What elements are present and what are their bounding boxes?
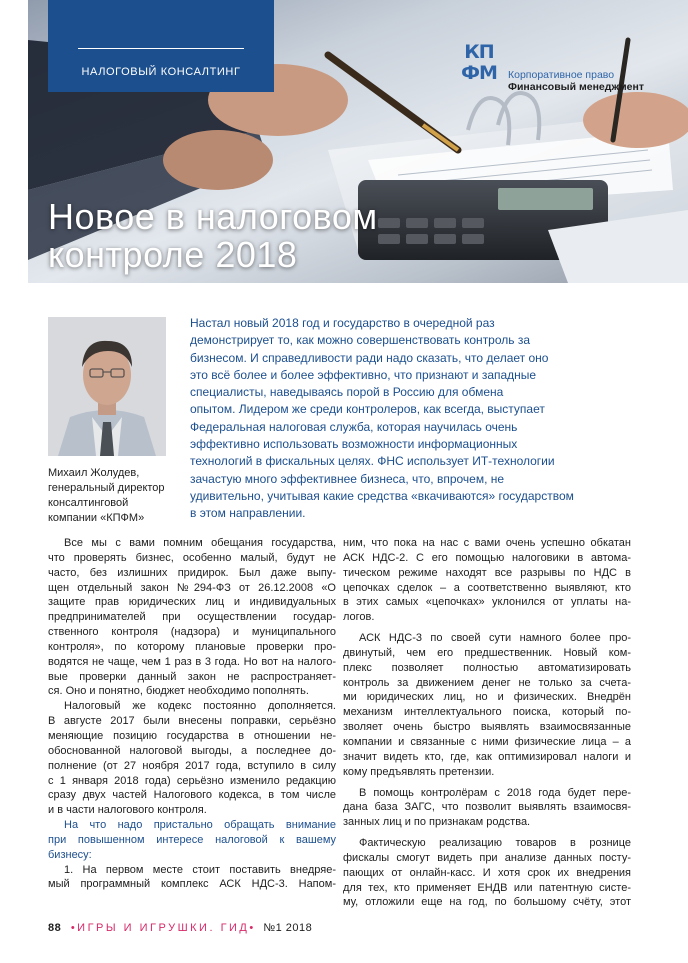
highlight-line: На что надо пристально обращать внимание (64, 819, 336, 832)
body-line: логов. (343, 611, 375, 624)
magazine-name: •ИГРЫ И ИГРУШКИ. ГИД• (70, 922, 256, 934)
body-line: механизм интеллектуального поиска, который по- (343, 706, 631, 719)
body-line: защите прав юридических лиц и индивидуальных (48, 596, 336, 609)
body-line: дана база ЗАГС, что позволит выявлять взаимосвя- (343, 801, 631, 814)
issue-number: №1 2018 (263, 922, 313, 934)
lead-line: технологий в фискальных целях. ФНС использует ИТ-технологии (190, 454, 555, 469)
body-line: компании и связанные с ними физические лица – а (343, 735, 631, 748)
body-line: ми юридических лиц, но и физических. Внедрён (343, 691, 631, 704)
highlight-line: бизнесу: (48, 848, 92, 861)
body-line: меняющие позицию государства в отношении не- (48, 729, 336, 742)
body-line: водятся не чаще, чем 1 раз в 3 года. Но вот на налого- (48, 655, 336, 668)
page-footer (48, 922, 312, 934)
body-line: часто, без излишних придирок. Был даже выпу- (48, 566, 336, 579)
hero-banner (28, 0, 688, 283)
author-photo (48, 317, 166, 456)
body-line: Все мы с вами помним обещания государства, (64, 537, 336, 549)
body-column-right (343, 536, 631, 910)
body-line: Фактическую реализацию товаров в рознице (359, 837, 631, 850)
body-line: вые проверки данный закон не распространяет- (48, 670, 336, 683)
body-line: пающих от онлайн-касс. И хотя срок их внедрения (343, 866, 631, 879)
lead-line: эффективно использовать возможности информационных (190, 437, 518, 452)
body-line: в этих самых «цепочках» уклонился от уплаты на- (343, 596, 631, 609)
logo-tagline-1: Корпоративное право (508, 69, 615, 81)
body-line: предпринимателей при осуществлении государ- (48, 611, 336, 624)
lead-line: зачастую много эффективнее бизнеса, что, впрочем, не (190, 471, 505, 486)
company-logo (456, 42, 656, 92)
lead-line: специалисты, наведываясь порой в Россию для обмена (190, 385, 504, 400)
body-line: 1. На первом месте стоит поставить внедряе- (64, 863, 336, 876)
body-line: В августе 2017 были внесены поправки, серьёзно (48, 715, 336, 728)
body-line: ним, что пока на нас с вами очень успешно обкатан (343, 537, 631, 549)
body-line: зволяет очень быстро выявлять взаимосвязанные (343, 721, 631, 734)
body-line: и в части налогового контроля. (48, 804, 207, 817)
author-caption-line: Михаил Жолудев, (48, 467, 140, 479)
body-line: двинутый, чем его предшественник. Новый ком- (343, 646, 631, 659)
body-line: тическом режиме находят все разрывы по НДС в (343, 566, 631, 579)
body-line: щен отдельный закон №294-ФЗ от 26.12.2008 «О (48, 581, 336, 594)
body-line: ся. Оно и понятно, бюджет необходимо пополнять. (48, 685, 309, 698)
body-line: занных лиц и по признакам родства. (343, 816, 531, 829)
author-caption-line: генеральный директор (48, 482, 165, 494)
body-line: му, отложили еще на год, по большому счёту, этот (343, 896, 631, 909)
body-line: Налоговый же кодекс постоянно дополняется. (64, 700, 336, 713)
body-line: АСК НДС-3 по своей сути намного более про- (359, 632, 631, 645)
logo-mark-top: КП (464, 41, 494, 63)
body-line: значит видеть кто, где, как оптимизировал налоги и (343, 750, 631, 763)
body-line: фискалы смогут видеть при анализе данных посту- (343, 851, 631, 864)
logo-mark (456, 42, 502, 88)
author-caption-line: консалтинговой (48, 497, 129, 509)
body-line: плекс позволяет полностью автоматизировать (343, 661, 631, 674)
body-line: кому предъявлять претензии. (343, 765, 495, 778)
body-line: ственного контроля (надзора) и муниципального (48, 626, 336, 639)
category-label: НАЛОГОВЫЙ КОНСАЛТИНГ (81, 66, 241, 78)
logo-mark-bottom: ФМ (461, 62, 497, 84)
lead-line: бизнесом. И справедливости ради надо сказать, что делает оно (190, 350, 549, 365)
lead-line: в этом направлении. (190, 506, 306, 521)
body-line: сразу двух частей Налогового кодекса, в том числе (48, 789, 336, 802)
title-line: контроле 2018 (48, 234, 298, 275)
lead-line: это всё более и более эффективно, что признают и западные (190, 367, 537, 382)
body-line: В помощь контролёрам с 2018 года будет пере- (359, 786, 631, 799)
body-column-left (48, 536, 336, 892)
body-line: полнение (от 27 ноября 2017 года, вступило в силу (48, 759, 336, 772)
lead-line: демонстрирует то, как можно совершенствовать контроль за (190, 333, 531, 348)
lead-line: удивительно, учитывая какие средства «вкачиваются» государством (190, 488, 574, 503)
body-line: обоснованной налоговой выгоды, а последнее до- (48, 744, 336, 757)
author-caption-line: компании «КПФМ» (48, 512, 145, 524)
body-line: с 1 января 2018 года) серьёзно изменило редакцию (48, 774, 336, 787)
lead-line: Настал новый 2018 год и государство в очередной раз (190, 316, 495, 330)
body-line: контроля», по которому плановые проверки про- (48, 640, 336, 653)
lead-line: Федеральная налоговая служба, которая научилась очень (190, 419, 518, 434)
author-portrait (48, 317, 166, 456)
body-line: цепочках сделок – а соответственно выявляют, кто (343, 581, 631, 594)
article-title (48, 198, 378, 274)
body-line: что проверять бизнес, особенно малый, будут не (48, 551, 336, 564)
body-line: для тех, кто применяет ЕНДВ или патентную систе- (343, 881, 631, 894)
title-line: Новое в налоговом (48, 196, 378, 237)
body-line: контроль за движением денег не только за счета- (343, 676, 631, 689)
highlight-line: при повышенном интересе налоговой к вашему (48, 833, 336, 846)
body-line: мый программный комплекс АСК НДС-3. Напом- (48, 878, 336, 891)
lead-paragraph (190, 315, 650, 523)
logo-tagline-2: Финансовый менеджмент (508, 81, 644, 93)
lead-line: опытом. Лидером же среди контролеров, как всегда, выступает (190, 402, 545, 417)
author-caption (48, 466, 178, 526)
category-box (48, 0, 274, 92)
page-number: 88 (48, 922, 62, 934)
body-line: АСК НДС-2. С его помощью налоговики в автома- (343, 551, 631, 564)
category-divider (78, 48, 244, 49)
